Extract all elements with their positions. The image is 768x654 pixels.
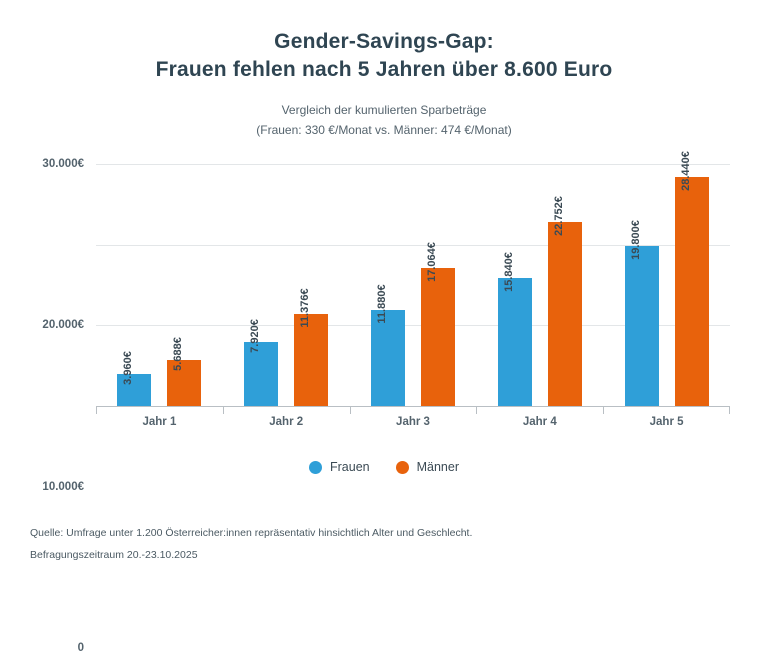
bar-groups <box>96 150 730 406</box>
x-axis-tick-label <box>350 406 477 434</box>
bar-fill <box>371 310 405 406</box>
x-axis-label-text: Jahr 1 <box>142 416 177 428</box>
bar-group <box>603 150 730 406</box>
legend-label: Männer <box>416 460 459 474</box>
bar-fill <box>294 314 328 406</box>
bar-männer-4[interactable] <box>548 196 582 406</box>
legend-item-männer[interactable] <box>396 460 459 474</box>
bar-männer-1[interactable] <box>167 337 201 406</box>
x-axis-label-text: Jahr 2 <box>269 416 304 428</box>
bar-group <box>96 164 223 406</box>
legend-item-frauen[interactable] <box>309 460 370 474</box>
subtitle-block <box>0 100 768 140</box>
bar-fill <box>625 246 659 406</box>
chart-legend <box>0 460 768 474</box>
bar-männer-2[interactable] <box>294 288 328 406</box>
x-axis-label-text: Jahr 4 <box>522 416 557 428</box>
bar-frauen-3[interactable] <box>371 284 405 406</box>
bar-value-label: 19.800€ <box>629 220 642 261</box>
bar-value-label: 22.752€ <box>552 196 565 237</box>
x-axis-tick-label <box>476 406 603 434</box>
y-axis-tick-label: 0 <box>77 642 84 654</box>
x-axis-tick <box>350 406 351 414</box>
bar-männer-5[interactable] <box>675 150 709 406</box>
bar-frauen-2[interactable] <box>244 319 278 406</box>
x-axis-tick <box>603 406 604 414</box>
bar-value-label: 7.920€ <box>249 319 262 353</box>
bar-value-label: 11.880€ <box>375 284 388 324</box>
page-title-line-2: Frauen fehlen nach 5 Jahren über 8.600 Euro <box>155 58 613 81</box>
x-axis-tick-label <box>603 406 730 434</box>
bar-group <box>223 164 350 406</box>
bar-value-label: 11.376€ <box>299 288 312 328</box>
y-axis-tick-label: 10.000€ <box>42 480 84 493</box>
bar-group <box>350 164 477 406</box>
x-axis-label-text: Jahr 3 <box>396 416 430 428</box>
x-axis-tick <box>96 406 97 414</box>
bar-value-label: 28.440€ <box>679 150 692 191</box>
y-axis-tick-label: 30.000€ <box>42 158 84 170</box>
subtitle-line-2: (Frauen: 330 €/Monat vs. Männer: 474 €/Monat) <box>256 123 512 137</box>
bar-value-label: 5.688€ <box>172 337 185 371</box>
legend-label: Frauen <box>330 460 370 474</box>
bar-fill <box>675 177 709 406</box>
bar-value-label: 15.840€ <box>502 252 515 293</box>
bar-frauen-1[interactable] <box>117 351 151 406</box>
title-block <box>0 0 768 84</box>
x-axis-label-text: Jahr 5 <box>649 416 684 428</box>
x-axis-tick <box>729 406 730 414</box>
bar-value-label: 3.960€ <box>122 351 135 385</box>
x-axis-tick-label <box>223 406 350 434</box>
bar-frauen-4[interactable] <box>498 252 532 406</box>
y-axis-tick-label: 20.000€ <box>42 319 84 332</box>
bar-frauen-5[interactable] <box>625 220 659 406</box>
x-axis-tick-label <box>96 406 223 434</box>
x-axis <box>96 406 730 434</box>
bar-group <box>476 164 603 406</box>
source-note-line-1: Quelle: Umfrage unter 1.200 Österreicher:innen repräsentativ hinsichtlich Alter und Geschlecht. <box>30 527 473 539</box>
x-axis-tick <box>223 406 224 414</box>
bar-fill <box>421 268 455 406</box>
x-axis-tick <box>476 406 477 414</box>
source-note-line-2: Befragungszeitraum 20.-23.10.2025 <box>30 549 198 561</box>
subtitle-line-1: Vergleich der kumulierten Sparbeträge <box>281 103 487 117</box>
source-note <box>30 522 472 566</box>
bar-fill <box>548 222 582 406</box>
bar-value-label: 17.064€ <box>425 242 438 283</box>
bar-männer-3[interactable] <box>421 242 455 406</box>
legend-color-dot <box>309 461 322 474</box>
legend-color-dot <box>396 461 409 474</box>
bar-fill <box>498 278 532 406</box>
page-title-line-1: Gender-Savings-Gap: <box>274 30 494 53</box>
